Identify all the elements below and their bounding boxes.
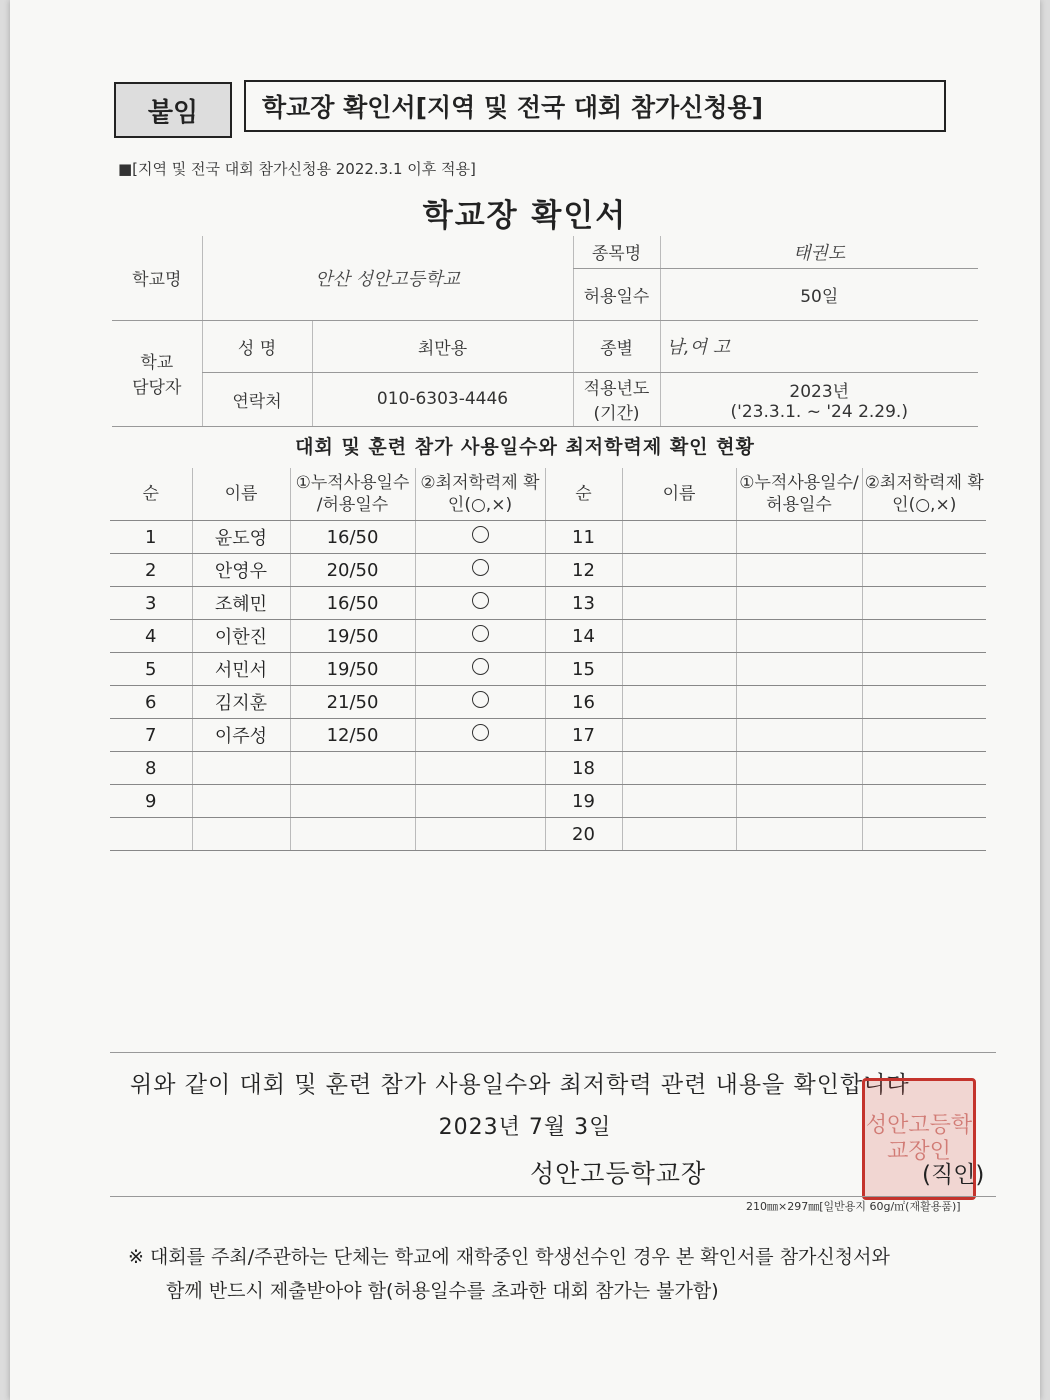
row-order: 3 xyxy=(110,587,192,620)
row-name: 김지훈 xyxy=(192,686,290,719)
row-order: 18 xyxy=(545,752,622,785)
table-row xyxy=(110,653,986,686)
year-label: 적용년도 (기간) xyxy=(573,372,660,426)
row-days: 20/50 xyxy=(290,554,415,587)
table-row xyxy=(110,719,986,752)
row-name xyxy=(622,587,736,620)
row-check xyxy=(862,653,986,686)
row-order: 11 xyxy=(545,521,622,554)
check-circle-icon xyxy=(472,592,489,609)
row-order: 7 xyxy=(110,719,192,752)
allowed-days-label: 허용일수 xyxy=(573,268,660,320)
row-check xyxy=(862,587,986,620)
row-check xyxy=(415,719,545,752)
col-name-left: 이름 xyxy=(192,468,290,521)
row-days: 12/50 xyxy=(290,719,415,752)
check-circle-icon xyxy=(472,724,489,741)
col-order-right: 순 xyxy=(545,468,622,521)
divider-top xyxy=(110,1052,996,1053)
check-circle-icon xyxy=(472,691,489,708)
confirmation-statement: 위와 같이 대회 및 훈련 참가 사용일수와 최저학력 관련 내용을 확인합니다 xyxy=(130,1072,910,1098)
row-name xyxy=(622,554,736,587)
divider-bottom xyxy=(110,1196,996,1197)
row-order: 19 xyxy=(545,785,622,818)
seal-glyphs: 성안고등학교장인 xyxy=(865,1113,973,1164)
document-title: 학교장 확인서 xyxy=(422,198,628,234)
row-days xyxy=(736,521,862,554)
row-order: 9 xyxy=(110,785,192,818)
document-page xyxy=(10,0,1040,1400)
row-days xyxy=(290,785,415,818)
row-days xyxy=(736,554,862,587)
row-name xyxy=(622,653,736,686)
row-order: 6 xyxy=(110,686,192,719)
col-days-right: ①누적사용일수/ 허용일수 xyxy=(736,468,862,521)
row-days: 19/50 xyxy=(290,620,415,653)
check-circle-icon xyxy=(472,526,489,543)
row-name: 안영우 xyxy=(192,554,290,587)
row-check xyxy=(415,620,545,653)
gender-value: 남,여 고 xyxy=(660,320,978,372)
row-order: 8 xyxy=(110,752,192,785)
contact-label: 연락처 xyxy=(202,372,312,426)
contact-value: 010-6303-4446 xyxy=(312,372,573,426)
row-check xyxy=(415,587,545,620)
row-check xyxy=(862,719,986,752)
row-days xyxy=(736,818,862,851)
row-days xyxy=(290,818,415,851)
school-name-value: 안산 성안고등학교 xyxy=(202,236,573,320)
check-circle-icon xyxy=(472,658,489,675)
row-days xyxy=(736,752,862,785)
paper-spec: 210㎜×297㎜[일반용지 60g/㎡(재활용품)] xyxy=(746,1200,961,1213)
table-row xyxy=(110,686,986,719)
row-order xyxy=(110,818,192,851)
row-check xyxy=(415,686,545,719)
gender-label: 종별 xyxy=(573,320,660,372)
row-days xyxy=(736,587,862,620)
row-order: 4 xyxy=(110,620,192,653)
sport-value: 태권도 xyxy=(660,236,978,268)
school-info-table xyxy=(112,236,978,427)
row-check xyxy=(862,521,986,554)
row-check xyxy=(862,818,986,851)
col-check-left: ②최저학력제 확인(○,×) xyxy=(415,468,545,521)
row-name xyxy=(622,521,736,554)
table-row xyxy=(110,785,986,818)
row-check xyxy=(415,752,545,785)
table-row xyxy=(110,620,986,653)
row-order: 2 xyxy=(110,554,192,587)
applicability-note: ■[지역 및 전국 대회 참가신청용 2022.3.1 이후 적용] xyxy=(118,160,476,178)
check-circle-icon xyxy=(472,559,489,576)
table-row xyxy=(110,587,986,620)
row-name: 이주성 xyxy=(192,719,290,752)
attachment-tag: 붙임 xyxy=(114,82,232,138)
table-row xyxy=(110,521,986,554)
row-name xyxy=(622,620,736,653)
row-days: 19/50 xyxy=(290,653,415,686)
principal-title: 성안고등학교장 xyxy=(530,1159,707,1188)
row-check xyxy=(415,554,545,587)
contact-person-label: 학교 담당자 xyxy=(112,320,202,426)
row-days xyxy=(736,653,862,686)
school-name-label: 학교명 xyxy=(112,236,202,320)
row-days xyxy=(736,620,862,653)
row-check xyxy=(862,554,986,587)
row-name xyxy=(192,818,290,851)
row-order: 15 xyxy=(545,653,622,686)
row-name: 서민서 xyxy=(192,653,290,686)
row-name: 조혜민 xyxy=(192,587,290,620)
col-name-right: 이름 xyxy=(622,468,736,521)
row-name: 윤도영 xyxy=(192,521,290,554)
row-order: 14 xyxy=(545,620,622,653)
table-row xyxy=(110,752,986,785)
row-days: 16/50 xyxy=(290,587,415,620)
row-check xyxy=(415,785,545,818)
row-order: 16 xyxy=(545,686,622,719)
row-name xyxy=(192,752,290,785)
name-value: 최만용 xyxy=(312,320,573,372)
name-label: 성 명 xyxy=(202,320,312,372)
row-days xyxy=(736,719,862,752)
col-order-left: 순 xyxy=(110,468,192,521)
seal-label: (직인) xyxy=(922,1162,985,1188)
row-order: 20 xyxy=(545,818,622,851)
row-order: 5 xyxy=(110,653,192,686)
row-order: 17 xyxy=(545,719,622,752)
table-row xyxy=(110,818,986,851)
row-days: 16/50 xyxy=(290,521,415,554)
status-table xyxy=(110,468,986,851)
row-check xyxy=(415,818,545,851)
year-value: 2023년 ('23.3.1. ~ '24 2.29.) xyxy=(660,372,978,426)
issue-date: 2023년 7월 3일 xyxy=(438,1115,612,1140)
sport-label: 종목명 xyxy=(573,236,660,268)
row-name: 이한진 xyxy=(192,620,290,653)
col-check-right: ②최저학력제 확인(○,×) xyxy=(862,468,986,521)
row-check xyxy=(862,686,986,719)
footnote: ※ 대회를 주최/주관하는 단체는 학교에 재학중인 학생선수인 경우 본 확인서를 참가신청서와 함께 반드시 제출받아야 함(허용일수를 초과한 대회 참가는 불가함) xyxy=(128,1246,890,1302)
row-days xyxy=(736,686,862,719)
check-circle-icon xyxy=(472,625,489,642)
row-name xyxy=(622,752,736,785)
row-name xyxy=(622,686,736,719)
row-name xyxy=(192,785,290,818)
row-check xyxy=(862,752,986,785)
status-rows xyxy=(110,521,986,851)
row-days xyxy=(290,752,415,785)
allowed-days-value: 50일 xyxy=(660,268,978,320)
row-order: 12 xyxy=(545,554,622,587)
row-name xyxy=(622,818,736,851)
row-check xyxy=(415,521,545,554)
row-order: 13 xyxy=(545,587,622,620)
form-title-box: 학교장 확인서[지역 및 전국 대회 참가신청용] xyxy=(244,80,946,132)
col-days-left: ①누적사용일수 /허용일수 xyxy=(290,468,415,521)
row-days xyxy=(736,785,862,818)
section-heading: 대회 및 훈련 참가 사용일수와 최저학력제 확인 현황 xyxy=(295,436,755,458)
row-check xyxy=(415,653,545,686)
row-check xyxy=(862,785,986,818)
row-days: 21/50 xyxy=(290,686,415,719)
row-order: 1 xyxy=(110,521,192,554)
row-name xyxy=(622,719,736,752)
row-check xyxy=(862,620,986,653)
table-row xyxy=(110,554,986,587)
row-name xyxy=(622,785,736,818)
